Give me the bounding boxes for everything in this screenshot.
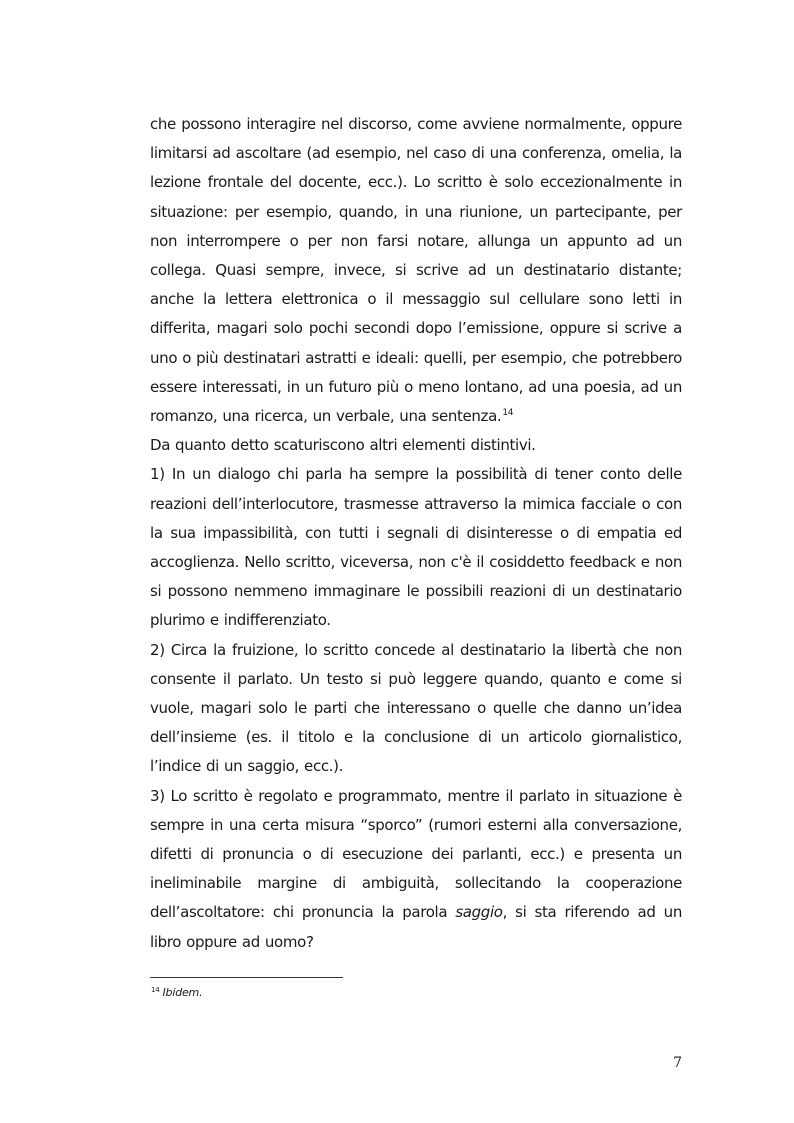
footnote-number: 14: [151, 986, 160, 994]
page-number: 7: [673, 1055, 682, 1071]
paragraph-5-emphasis: saggio: [455, 903, 503, 922]
paragraph-5-text-a: 3) Lo scritto è regolato e programmato, mentre il parlato in situazione è sempre in una certa misura “sporco” (rumori esterni alla conversazione, difetti di pronuncia o di esecuzione dei parlanti, ecc.) e presenta un ineliminabile margine di ambiguità, sollecitando la cooperazione dell’ascoltatore: chi pronuncia la parola: [150, 786, 682, 922]
paragraph-1-text: che possono interagire nel discorso, come avviene normalmente, oppure limitarsi ad ascoltare (ad esempio, nel caso di una conferenza, omelia, la lezione frontale del docente, ecc.). Lo scritto è solo eccezionalmente in situazione: per esempio, quando, in una riunione, un partecipante, per non interrompere o per non farsi notare, allunga un appunto ad un collega. Quasi sempre, invece, si scrive ad un destinatario distante; anche la lettera elettronica o il messaggio sul cellulare sono letti in differita, magari solo pochi secondi dopo l’emissione, oppure si scrive a uno o più destinatari astratti e ideali: quelli, per esempio, che potrebbero essere interessati, in un futuro più o meno lontano, ad una poesia, ad un romanzo, una ricerca, un verbale, una sentenza.: [150, 115, 682, 426]
paragraph-4: 2) Circa la fruizione, lo scritto concede al destinatario la libertà che non consente il parlato. Un testo si può leggere quando, quanto e come si vuole, magari solo le parti che interessano o quelle che danno un’idea dell’insieme (es. il titolo e la conclusione di un articolo giornalistico, l’indice di un saggio, ecc.).: [150, 640, 682, 776]
paragraph-3: 1) In un dialogo chi parla ha sempre la possibilità di tener conto delle reazioni dell’interlocutore, trasmesse attraverso la mimica facciale o con la sua impassibilità, con tutti i segnali di disinteresse o di empatia ed accoglienza. Nello scritto, viceversa, non c'è il cosiddetto feedback e non si possono nemmeno immaginare le possibili reazioni di un destinatario plurimo e indifferenziato.: [150, 465, 682, 630]
footnote: [150, 985, 202, 1001]
footnote-divider: [150, 977, 343, 978]
paragraph-5-text-b: , si sta riferendo ad un libro oppure ad uomo?: [150, 903, 682, 951]
paragraph-1: [150, 110, 682, 431]
paragraph-5: [150, 782, 682, 957]
footnote-reference[interactable]: 14: [502, 408, 514, 419]
footnote-text: Ibidem.: [162, 986, 203, 999]
paragraph-2: Da quanto detto scaturiscono altri elementi distintivi.: [150, 436, 536, 455]
page-body: [150, 110, 682, 957]
